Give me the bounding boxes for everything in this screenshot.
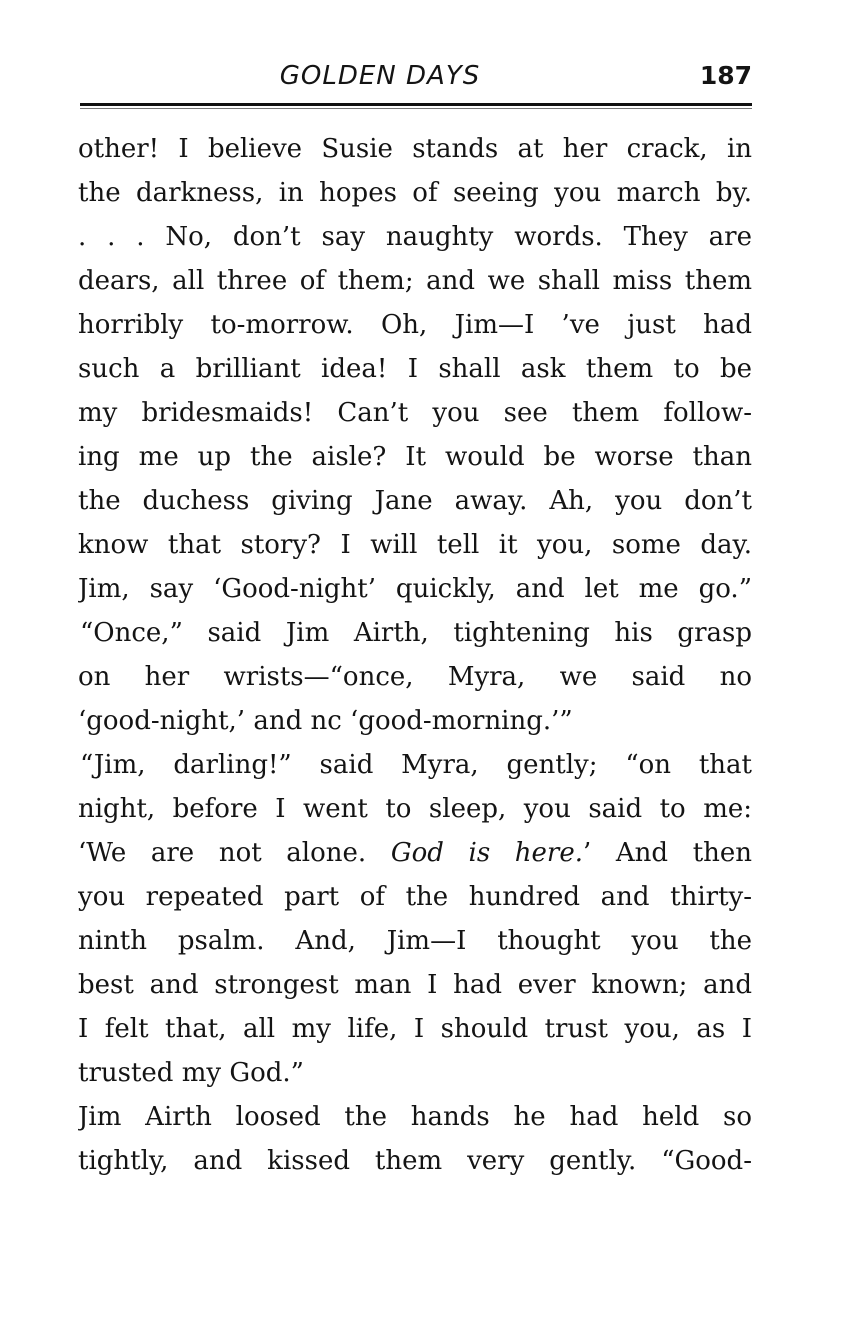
text-line: . . . No, don’t say naughty words. They are <box>78 222 752 252</box>
page-number: 187 <box>699 61 752 90</box>
running-title: GOLDEN DAYS <box>279 61 481 91</box>
text-line: “Once,” said Jim Airth, tightening his grasp <box>80 618 752 648</box>
header-rule-thin <box>80 108 752 109</box>
text-segment: ‘We are not alone. <box>78 838 367 868</box>
text-line: such a brilliant idea! I shall ask them to be <box>78 354 752 384</box>
text-line: on her wrists—“once, Myra, we said no <box>78 662 752 692</box>
text-line: my bridesmaids! Can’t you see them follow- <box>78 398 752 428</box>
text-line: night, before I went to sleep, you said to me: <box>78 794 752 824</box>
text-line: best and strongest man I had ever known; and <box>78 970 752 1000</box>
italic-segment: God is here. <box>390 838 584 868</box>
text-line: Jim Airth loosed the hands he had held so <box>78 1102 752 1132</box>
text-line: you repeated part of the hundred and thirty- <box>78 882 752 912</box>
text-line: ‘good-night,’ and nc ‘good-morning.’” <box>78 706 573 736</box>
text-line: ninth psalm. And, Jim—I thought you the <box>78 926 752 956</box>
header-rule <box>80 103 752 106</box>
text-line: ing me up the aisle? It would be worse than <box>78 442 752 472</box>
text-line: other! I believe Susie stands at her crack, in <box>78 134 752 164</box>
text-line: know that story? I will tell it you, some day. <box>78 530 752 560</box>
text-line: horribly to-morrow. Oh, Jim—I ’ve just had <box>78 310 752 340</box>
text-line: I felt that, all my life, I should trust you, as I <box>78 1014 752 1044</box>
running-head <box>80 58 752 98</box>
text-line: dears, all three of them; and we shall miss them <box>78 266 752 296</box>
body-text <box>78 127 752 1183</box>
text-line: tightly, and kissed them very gently. “Good- <box>78 1146 752 1176</box>
text-line: the darkness, in hopes of seeing you march by. <box>78 178 752 208</box>
text-line-mixed <box>78 831 752 875</box>
text-line: “Jim, darling!” said Myra, gently; “on that <box>80 750 752 780</box>
text-segment: ’ And then <box>583 838 752 868</box>
text-line: Jim, say ‘Good-night’ quickly, and let me go.” <box>78 574 752 604</box>
text-line: trusted my God.” <box>78 1058 304 1088</box>
text-line: the duchess giving Jane away. Ah, you don’t <box>78 486 752 516</box>
